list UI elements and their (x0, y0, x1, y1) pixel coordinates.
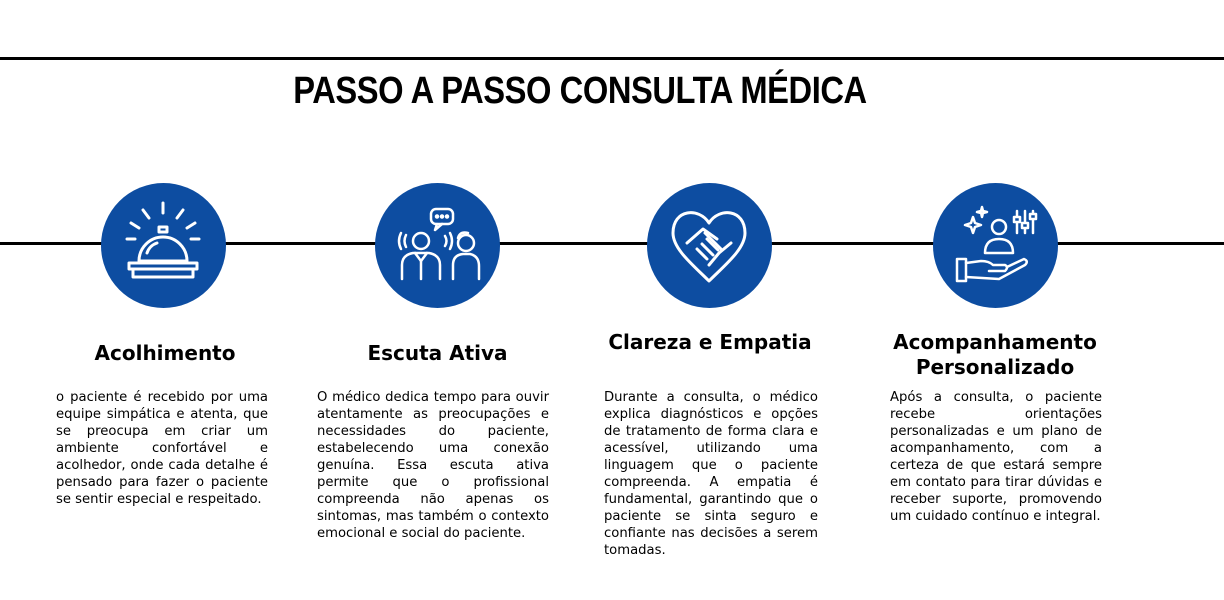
step-2-circle (375, 183, 500, 308)
listening-people-icon (375, 183, 500, 308)
step-3-description: Durante a consulta, o médico explica diagnósticos e opções de tratamento de forma clara e acessível, utilizando uma linguagem que o paciente compreenda. A empatia é fundamental, garantindo que o paciente se sinta seguro e confiante nas decisões a serem tomadas. (604, 390, 818, 558)
step-4-heading: Acompanhamento Personalizado (893, 330, 1097, 379)
personalized-care-hand-icon (933, 183, 1058, 308)
step-2-heading: Escuta Ativa (367, 341, 508, 365)
step-4-circle (933, 183, 1058, 308)
step-4-description: Após a consulta, o paciente recebe orientações personalizadas e um plano de acompanhamento, com a certeza de que estará sempre em contato para tirar dúvidas e receber suporte, promovendo um cuidado contínuo e integral. (890, 390, 1102, 524)
top-divider-line (0, 57, 1224, 60)
step-1-circle (101, 183, 226, 308)
step-2-description: O médico dedica tempo para ouvir atentamente as preocupações e necessidades do paciente, estabelecendo uma conexão genuína. Essa escuta ativa permite que o profissional compreenda não apenas os sintomas, mas também o contexto emocional e social do paciente. (317, 390, 549, 541)
step-1-description: o paciente é recebido por uma equipe simpática e atenta, que se preocupa em criar um ambiente confortável e acolhedor, onde cada detalhe é pensado para fazer o paciente se sentir especial e respeitado. (56, 390, 268, 507)
step-3-circle (647, 183, 772, 308)
page-title: PASSO A PASSO CONSULTA MÉDICA (293, 70, 867, 112)
step-1-heading: Acolhimento (94, 341, 236, 365)
heart-handshake-icon (647, 183, 772, 308)
service-bell-icon (101, 183, 226, 308)
step-3-heading: Clareza e Empatia (608, 330, 812, 354)
